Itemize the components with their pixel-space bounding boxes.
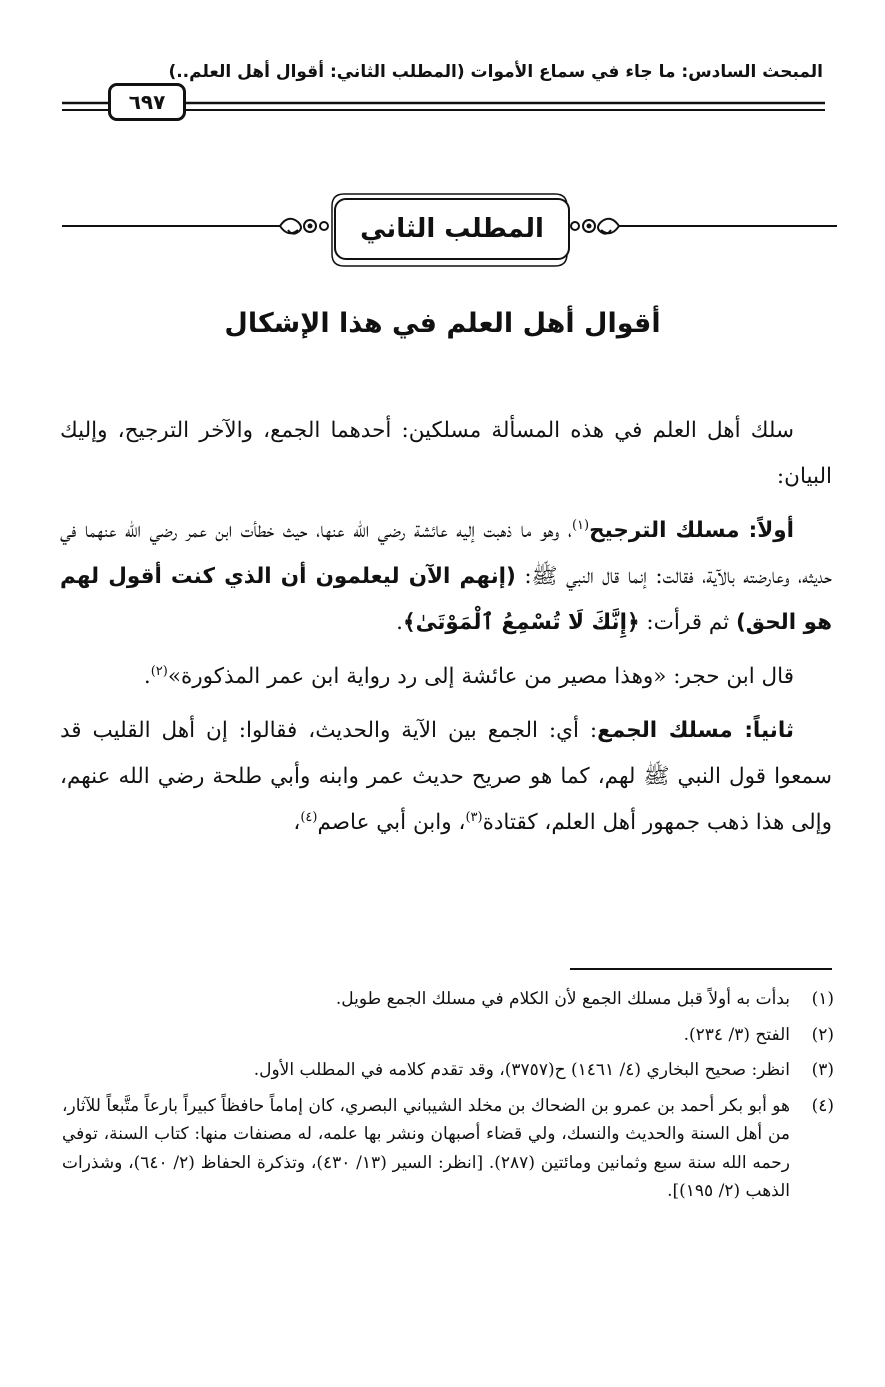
footnote-text: الفتح (٣/ ٢٣٤). (683, 1024, 790, 1045)
jam-text-1: : أي: الجمع بين الآية والحديث، فقالوا: إن أهل القليب قد سمعوا قول النبي ﷺ لهم، كما هو صريح حديث عمر وابنه وأبي طلحة رضي الله عنهم، وإلى هذا ذهب جمهور أهل العلم، كقتادة (60, 718, 832, 835)
ibn-hajar-text: قال ابن حجر: «وهذا مصير من عائشة إلى رد رواية ابن عمر المذكورة» (167, 664, 794, 689)
footnote-number: (٤) (811, 1095, 834, 1116)
section-title: المطلب الثاني (334, 198, 570, 260)
paragraph-intro: سلك أهل العلم في هذه المسألة مسلكين: أحدهما الجمع، والآخر الترجيح، وإليك البيان: (60, 418, 832, 489)
hadith-quote: (إنهم الآن ليعلمون أن الذي كنت أقول لهم هو الحق) (60, 564, 832, 635)
tarjih-end: . (396, 610, 403, 635)
footnote-item (62, 1021, 834, 1050)
running-header-title: المبحث السادس: ما جاء في سماع الأموات (المطلب الثاني: أقوال أهل العلم..) (168, 62, 823, 82)
paragraph-tarjih (60, 508, 832, 646)
footnote-ref-2: (٢) (150, 663, 168, 679)
jam-text-2: ، وابن أبي عاصم (317, 810, 466, 835)
main-text (60, 408, 832, 854)
footnote-text: بدأت به أولاً قبل مسلك الجمع لأن الكلام في مسلك الجمع طويل. (335, 989, 790, 1009)
paragraph-jam (60, 708, 832, 846)
section-title-frame (62, 190, 837, 280)
footnote-item (62, 1092, 834, 1206)
tarjih-text-1: ، وهو ما ذهبت إليه عائشة رضي الله عنها، حيث خطأت ابن عمر رضي الله عنهما في حديثه، وعارضته بالآية، فقالت: إنما قال النبي ﷺ: (60, 518, 832, 589)
footnote-text: هو أبو بكر أحمد بن عمرو بن الضحاك بن مخلد الشيباني البصري، كان إماماً حافظاً كبيراً بارعاً متَّبعاً للآثار، من أهل السنة والحديث والنسك، ولي قضاء أصبهان ونشر بها علمه، له مصنفات منها: كتاب السنة، توفي رحمه الله سنة سبع وثمانين ومائتين (٢٨٧). [انظر: السير (١٣/ ٤٣٠)، وتذكرة الحفاظ (٢/ ٦٤٠)، وشذرات الذهب (٢/ ١٩٥)]. (62, 1095, 790, 1201)
heading-jam: ثانياً: مسلك الجمع (597, 718, 794, 743)
paragraph-ibn-hajar (60, 654, 832, 700)
footnotes (62, 985, 834, 1213)
footnote-number: (٢) (811, 1024, 834, 1045)
footnote-separator (570, 968, 832, 970)
footnote-ref-1: (١) (571, 517, 590, 533)
page-number: ٦٩٧ (108, 83, 186, 121)
footnote-ref-4: (٤) (300, 809, 318, 825)
ibn-hajar-end: . (143, 664, 151, 689)
section-subtitle: أقوال أهل العلم في هذا الإشكال (224, 308, 661, 339)
footnote-item (62, 1056, 834, 1085)
jam-end: ، (293, 810, 301, 835)
footnote-ref-3: (٣) (465, 809, 483, 825)
footnote-item (62, 985, 834, 1014)
heading-tarjih: أولاً: مسلك الترجيح (589, 518, 794, 543)
footnote-text: انظر: صحيح البخاري (٤/ ١٤٦١) ح(٣٧٥٧)، وقد تقدم كلامه في المطلب الأول. (253, 1060, 790, 1080)
tarjih-text-2: ثم قرأت: (639, 610, 736, 635)
quran-verse: ﴿إِنَّكَ لَا تُسْمِعُ ٱلْمَوْتَىٰ﴾ (403, 610, 640, 635)
footnote-number: (١) (811, 989, 834, 1009)
footnote-number: (٣) (811, 1060, 834, 1080)
